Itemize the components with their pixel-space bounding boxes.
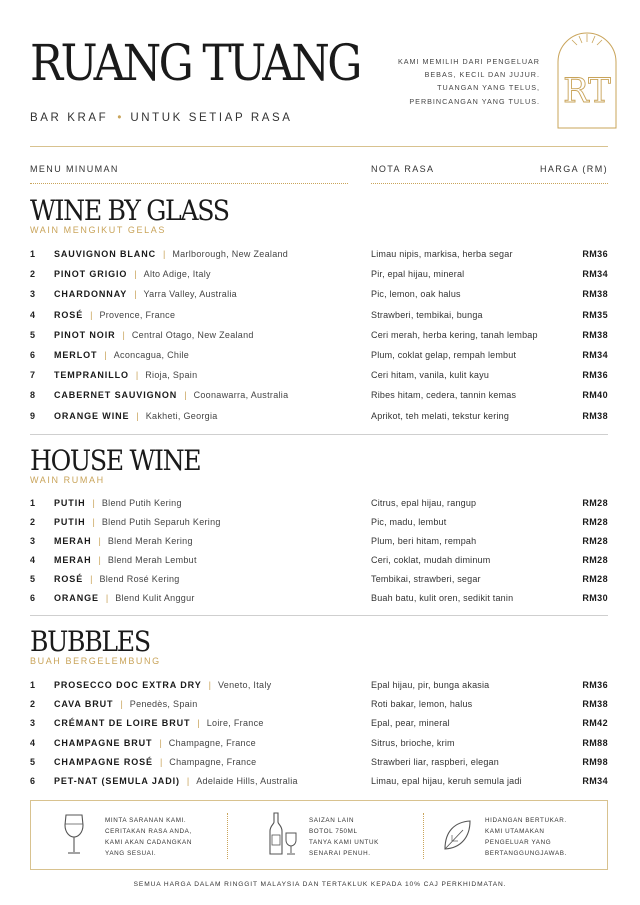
item-price: RM38 [582,329,608,340]
motto-line: TUANGAN YANG TELUS, [437,83,540,93]
item-price: RM36 [582,370,608,381]
wine-origin: Blend Putih Kering [101,498,182,508]
separator: | [159,756,163,767]
item-name-group [54,515,221,529]
item-name-group [54,534,193,548]
menu-row [30,409,608,423]
wine-origin: Yarra Valley, Australia [143,289,237,300]
item-price: RM34 [582,776,608,786]
info-text [105,815,192,859]
menu-row [30,496,608,510]
menu-row [30,515,608,529]
tasting-note: Sitrus, brioche, krim [371,737,455,748]
wine-origin: Central Otago, New Zealand [131,329,254,340]
bottle-and-glass-icon [265,811,299,857]
menu-row [30,388,608,402]
wine-name: ROSÉ [54,309,84,320]
menu-row [30,678,608,692]
item-name-group [54,496,182,510]
wine-name: CHARDONNAY [54,289,128,300]
motto [398,55,540,108]
item-price: RM30 [582,593,608,603]
motto-line: KAMI MEMILIH DARI PENGELUAR [397,57,540,66]
item-number: 5 [30,574,36,584]
wine-name: CHAMPAGNE BRUT [54,737,153,748]
wine-origin: Blend Rosé Kering [99,574,180,584]
menu-row [30,716,608,730]
item-price: RM34 [582,350,608,360]
item-name-group [54,736,256,750]
item-name-group [54,287,237,301]
menu-row [30,328,608,342]
tasting-note: Limau, epal hijau, keruh semula jadi [371,776,522,786]
tasting-note: Pic, lemon, oak halus [371,289,461,300]
item-name-group [54,716,264,730]
item-number: 7 [30,370,36,381]
wine-origin: Coonawarra, Australia [193,390,289,401]
wine-name: PROSECCO DOC EXTRA DRY [54,680,202,690]
item-price: RM98 [582,756,608,767]
menu-row [30,534,608,548]
item-number: 1 [30,498,36,508]
tagline-right: UNTUK SETIAP RASA [130,112,293,124]
separator: | [134,269,137,280]
info-line: BERTANGGUNGJAWAB. [485,850,567,857]
wine-origin: Loire, France [206,718,264,729]
menu-row [30,755,608,769]
section-title: WINE BY GLASS [30,194,229,227]
tasting-note: Tembikai, strawberi, segar [371,574,481,584]
wine-name: SAUVIGNON BLANC [54,249,157,259]
tasting-note: Ceri merah, herba kering, tanah lembap [371,329,538,340]
tasting-note: Citrus, epal hijau, rangup [371,498,477,508]
section-subtitle: WAIN MENGIKUT GELAS [30,225,166,235]
item-name-group [54,308,175,322]
info-line: PENGELUAR YANG [485,839,552,846]
header-divider [30,146,608,147]
item-number: 2 [30,517,36,527]
menu-row [30,267,608,281]
tasting-note: Limau nipis, markisa, herba segar [371,249,513,259]
info-line: CERITAKAN RASA ANDA, [105,828,192,835]
section-title: BUBBLES [30,625,150,658]
menu-row [30,348,608,362]
separator: | [98,555,101,565]
item-number: 2 [30,269,36,280]
item-price: RM88 [582,737,608,748]
wine-origin: Penedès, Spain [129,699,198,710]
info-cell-suggestion [31,801,227,871]
item-number: 6 [30,350,36,360]
item-price: RM35 [582,309,608,320]
wine-name: PET-NAT (SEMULA JADI) [54,776,180,786]
separator: | [92,498,95,508]
item-name-group [54,388,288,402]
info-line: BOTOL 750ML [309,828,358,835]
separator: | [135,370,139,381]
monogram-text: RT [563,71,611,111]
section-title: HOUSE WINE [30,444,201,477]
wine-name: TEMPRANILLO [54,370,129,381]
info-cell-sustainability [423,801,609,871]
item-name-group [54,591,195,605]
separator: | [197,718,200,729]
tasting-note: Buah batu, kulit oren, sedikit tanin [371,593,514,603]
item-price: RM28 [582,536,608,546]
separator: | [92,517,95,527]
separator: | [184,390,187,401]
column-price: HARGA (RM) [540,164,608,174]
menu-header [30,28,620,138]
item-price: RM36 [582,249,608,259]
item-number: 2 [30,699,36,710]
wine-name: CHAMPAGNE ROSÉ [54,756,153,767]
item-name-group [54,572,180,586]
item-number: 3 [30,536,36,546]
info-text [485,815,567,859]
wine-origin: Champagne, France [168,737,256,748]
tagline [30,112,293,124]
menu-row [30,553,608,567]
wine-name: ORANGE [54,593,99,603]
item-number: 6 [30,593,36,603]
wine-origin: Aconcagua, Chile [113,350,190,360]
menu-row [30,247,608,261]
item-price: RM38 [582,410,608,421]
menu-row [30,736,608,750]
wine-origin: Rioja, Spain [145,370,198,381]
item-number: 6 [30,776,36,786]
tasting-note: Plum, beri hitam, rempah [371,536,477,546]
footer-note: SEMUA HARGA DALAM RINGGIT MALAYSIA DAN TERTAKLUK KEPADA 10% CAJ PERKHIDMATAN. [133,881,507,888]
item-name-group [54,328,254,342]
wine-name: CAVA BRUT [54,699,114,710]
tagline-left: BAR KRAF [30,112,109,124]
leaf-icon [441,817,473,853]
separator: | [186,776,190,786]
item-number: 3 [30,718,36,729]
separator: | [122,329,125,340]
item-price: RM36 [582,680,608,690]
separator: | [208,680,211,690]
tasting-note: Strawberi, tembikai, bunga [371,309,483,320]
separator: | [98,536,101,546]
separator: | [104,350,107,360]
item-number: 4 [30,555,36,565]
menu-row [30,774,608,788]
separator: | [159,737,162,748]
separator: | [90,574,93,584]
tasting-note: Pir, epal hijau, mineral [371,269,465,280]
separator: | [105,593,109,603]
menu-row [30,572,608,586]
wine-origin: Blend Merah Kering [107,536,193,546]
column-notes: NOTA RASA [371,164,435,174]
item-name-group [54,755,256,769]
item-name-group [54,368,197,382]
item-price: RM28 [582,574,608,584]
item-name-group [54,697,198,711]
info-cell-sizes [227,801,423,871]
menu-row [30,591,608,605]
monogram-seal [554,28,620,130]
wine-origin: Adelaide Hills, Australia [196,776,298,786]
wine-name: MERLOT [54,350,98,360]
brand-name: RUANG TUANG [30,34,360,92]
item-name-group [54,553,197,567]
item-price: RM38 [582,699,608,710]
section-subtitle: BUAH BERGELEMBUNG [30,656,161,666]
info-line: KAMI UTAMAKAN [485,828,545,835]
tasting-note: Ceri, coklat, mudah diminum [371,555,491,565]
tasting-note: Roti bakar, lemon, halus [371,699,473,710]
info-line: SAIZAN LAIN [309,817,355,824]
menu-row [30,697,608,711]
wine-name: ORANGE WINE [54,410,130,421]
item-price: RM34 [582,269,608,280]
tasting-note: Ceri hitam, vanila, kulit kayu [371,370,490,381]
column-divider-left [30,183,348,184]
info-line: SENARAI PENUH. [309,850,371,857]
info-line: TANYA KAMI UNTUK [309,839,379,846]
menu-row [30,368,608,382]
item-name-group [54,678,271,692]
wine-origin: Blend Merah Lembut [107,555,197,565]
separator: | [163,249,166,259]
item-price: RM42 [582,718,608,729]
item-number: 9 [30,410,36,421]
item-name-group [54,267,211,281]
item-number: 1 [30,680,36,690]
info-box [30,800,608,870]
wine-origin: Kakheti, Georgia [145,410,218,421]
item-number: 1 [30,249,36,259]
section-subtitle: WAIN RUMAH [30,475,105,485]
separator: | [136,410,139,421]
tagline-dot: • [117,112,122,124]
item-price: RM28 [582,498,608,508]
column-divider-right [371,183,608,184]
item-number: 4 [30,309,36,320]
item-price: RM38 [582,289,608,300]
item-name-group [54,774,298,788]
separator: | [90,309,93,320]
item-number: 5 [30,756,36,767]
item-price: RM28 [582,517,608,527]
item-name-group [54,409,218,423]
wine-origin: Marlborough, New Zealand [172,249,289,259]
menu-row [30,308,608,322]
separator: | [134,289,137,300]
wine-name: PUTIH [54,517,86,527]
item-number: 3 [30,289,36,300]
wine-name: CRÉMANT DE LOIRE BRUT [54,718,191,729]
wine-name: MERAH [54,555,92,565]
info-line: MINTA SARANAN KAMI. [105,817,187,824]
item-number: 8 [30,390,36,401]
item-name-group [54,247,288,261]
item-number: 4 [30,737,36,748]
info-line: HIDANGAN BERTUKAR. [485,817,567,824]
item-name-group [54,348,189,362]
item-price: RM40 [582,390,608,401]
menu-row [30,287,608,301]
wine-name: CABERNET SAUVIGNON [54,390,178,401]
wine-name: MERAH [54,536,92,546]
motto-line: PERBINCANGAN YANG TULUS. [409,96,540,106]
info-line: YANG SESUAI. [105,850,157,857]
section-divider [30,615,608,616]
wine-origin: Blend Kulit Anggur [115,593,195,603]
motto-line: BEBAS, KECIL DAN JUJUR. [424,70,540,80]
tasting-note: Epal hijau, pir, bunga akasia [371,680,490,690]
wine-origin: Blend Putih Separuh Kering [101,517,221,527]
tasting-note: Pic, madu, lembut [371,517,447,527]
wine-glass-icon [61,811,87,857]
info-text [309,815,379,859]
tasting-note: Strawberi liar, raspberi, elegan [371,756,499,767]
item-price: RM28 [582,555,608,565]
section-divider [30,434,608,435]
tasting-note: Plum, coklat gelap, rempah lembut [371,350,517,360]
wine-origin: Veneto, Italy [218,680,272,690]
wine-name: PINOT NOIR [54,329,116,340]
wine-origin: Provence, France [99,309,176,320]
tasting-note: Aprikot, teh melati, tekstur kering [371,410,510,421]
tasting-note: Ribes hitam, cedera, tannin kemas [371,390,517,401]
item-number: 5 [30,329,36,340]
wine-name: ROSÉ [54,574,84,584]
wine-origin: Alto Adige, Italy [143,269,211,280]
wine-origin: Champagne, France [169,756,257,767]
wine-name: PUTIH [54,498,86,508]
column-menu: MENU MINUMAN [30,164,119,174]
tasting-note: Epal, pear, mineral [371,718,450,729]
separator: | [120,699,123,710]
info-line: KAMI AKAN CADANGKAN [105,839,192,846]
wine-name: PINOT GRIGIO [54,269,128,280]
